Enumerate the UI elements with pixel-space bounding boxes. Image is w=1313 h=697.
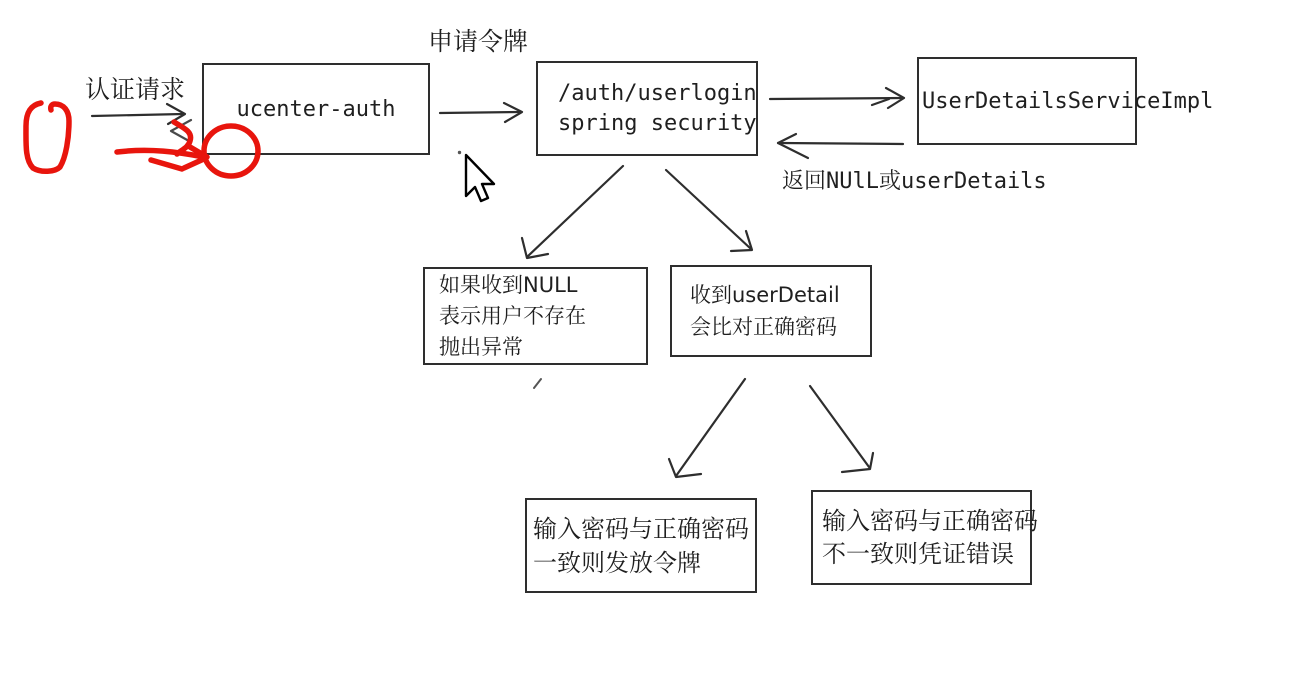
arrow-to-userdetailsservice <box>770 88 904 108</box>
red-annotation-blob <box>26 103 69 171</box>
node-password-match-line2: 一致则发放令牌 <box>533 548 701 577</box>
red-annotation-arrow <box>117 147 207 169</box>
mouse-cursor-icon <box>458 151 494 201</box>
node-received-userdetail <box>670 265 872 357</box>
node-received-null <box>423 267 648 365</box>
arrow-request-token <box>440 103 522 122</box>
node-ucenter-auth <box>202 63 430 155</box>
stray-chevron-mark <box>171 120 191 141</box>
arrow-to-password-match <box>669 379 745 477</box>
node-received-userdetail-line1: 收到userDetail <box>690 283 840 307</box>
node-password-mismatch-line1: 输入密码与正确密码 <box>822 506 1038 535</box>
node-password-mismatch <box>811 490 1038 585</box>
node-received-null-line2: 表示用户不存在 <box>439 303 586 328</box>
node-received-userdetail-line2: 会比对正确密码 <box>690 315 837 339</box>
node-received-null-line1: 如果收到NULL <box>439 272 578 297</box>
label-return-value: 返回NUlL或userDetails <box>782 169 1047 194</box>
node-auth-userlogin-line1: /auth/userlogin <box>558 80 757 106</box>
red-annotation-squiggle <box>174 122 191 154</box>
arrow-auth-request <box>92 104 185 124</box>
node-auth-userlogin <box>536 61 758 156</box>
arrow-to-null-case <box>522 166 623 258</box>
label-request-token: 申请令牌 <box>428 27 529 56</box>
stray-tick-mark <box>534 379 541 388</box>
arrow-return-value <box>778 134 903 158</box>
node-userdetailsserviceimpl <box>917 57 1214 145</box>
node-userdetailsserviceimpl-label: UserDetailsServiceImpl <box>922 88 1214 114</box>
node-password-match-line1: 输入密码与正确密码 <box>533 514 749 543</box>
node-password-mismatch-line2: 不一致则凭证错误 <box>822 539 1014 568</box>
node-auth-userlogin-line2: spring security <box>558 110 757 136</box>
arrow-to-password-mismatch <box>810 386 873 472</box>
node-password-match <box>525 498 757 593</box>
label-auth-request: 认证请求 <box>85 75 186 104</box>
arrow-to-userdetail-case <box>666 170 752 251</box>
node-received-null-line3: 抛出异常 <box>439 334 523 359</box>
node-ucenter-auth-label: ucenter-auth <box>236 96 396 122</box>
